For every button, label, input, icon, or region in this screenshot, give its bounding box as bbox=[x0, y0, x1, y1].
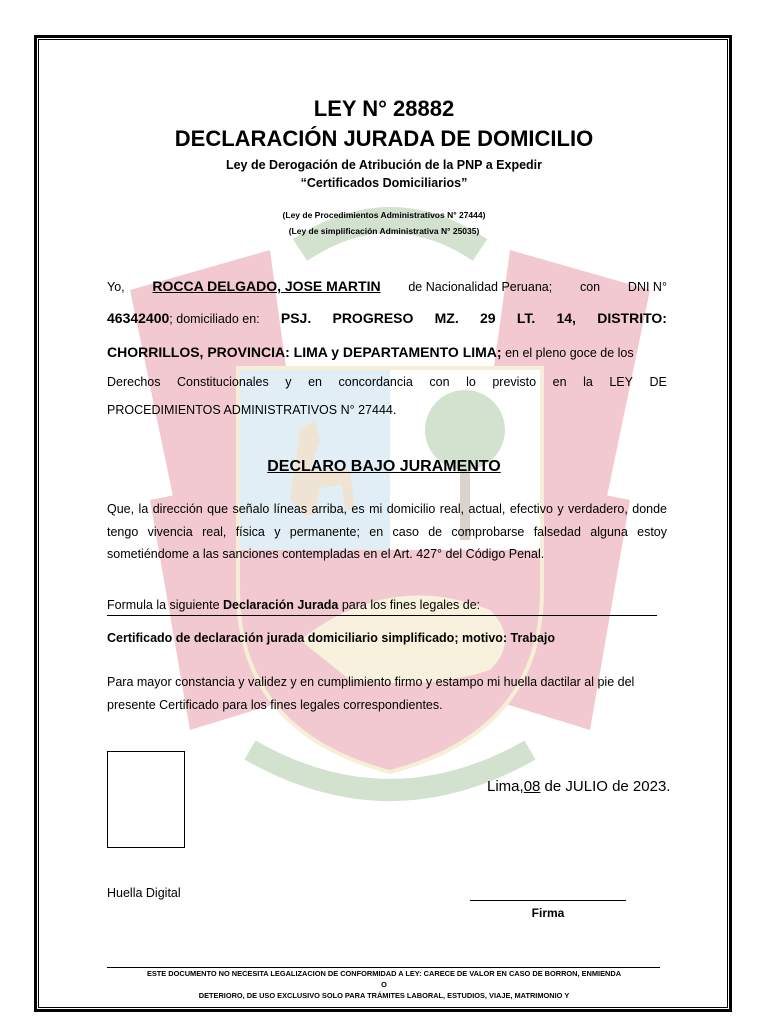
dni-label: DNI N° bbox=[627, 280, 667, 294]
word: en bbox=[308, 375, 322, 389]
declaro-heading: DECLARO BAJO JURAMENTO bbox=[267, 458, 501, 475]
law-number: LEY N° 28882 bbox=[313, 96, 455, 121]
address-location: CHORRILLOS, PROVINCIA: LIMA y DEPARTAMENTO LIMA; bbox=[107, 344, 502, 360]
word: en bbox=[552, 375, 567, 389]
subtitle-line-2: “Certificados Domiciliarios” bbox=[300, 176, 468, 190]
legal-reference-2: (Ley de simplificación Administrativa N° 25035) bbox=[288, 226, 480, 236]
dni-number: 46342400 bbox=[107, 310, 170, 326]
nationality-text: de Nacionalidad Peruana; bbox=[408, 280, 553, 294]
footer-line-3: DETERIORO, DE USO EXCLUSIVO SOLO PARA TRÁMITES LABORAL, ESTUDIOS, VIAJE, MATRIMONIO Y bbox=[198, 991, 570, 1000]
declarant-line-5: PROCEDIMIENTOS ADMINISTRATIVOS N° 27444. bbox=[107, 403, 397, 417]
formula-line bbox=[107, 598, 657, 616]
word: previsto bbox=[492, 375, 537, 389]
address-word: MZ. bbox=[434, 310, 459, 326]
document-title: DECLARACIÓN JURADA DE DOMICILIO bbox=[174, 126, 594, 151]
word: con bbox=[429, 375, 450, 389]
footer-line-1: ESTE DOCUMENTO NO NECESITA LEGALIZACION DE CONFORMIDAD A LEY: CARECE DE VALOR EN CASO DE BORRON, ENMIENDA bbox=[146, 969, 622, 978]
certificate-purpose: Certificado de declaración jurada domiciliario simplificado; motivo: Trabajo bbox=[107, 631, 556, 645]
footer-rule bbox=[107, 967, 660, 968]
legal-reference-1: (Ley de Procedimientos Administrativos N° 27444) bbox=[282, 210, 486, 220]
declarant-line-3 bbox=[107, 344, 667, 360]
yo-text: Yo, bbox=[107, 280, 125, 294]
address-word: 29 bbox=[480, 310, 496, 326]
dni-group bbox=[107, 310, 260, 326]
domiciliado-text: ; domiciliado en: bbox=[169, 312, 260, 326]
signature-line bbox=[470, 900, 626, 901]
declarant-line-1 bbox=[107, 278, 667, 294]
word: Constitucionales bbox=[177, 375, 269, 389]
declarant-name: ROCCA DELGADO, JOSE MARTIN bbox=[152, 278, 381, 294]
word: lo bbox=[466, 375, 476, 389]
address-word: DISTRITO: bbox=[597, 310, 667, 326]
fingerprint-label: Huella Digital bbox=[107, 886, 181, 900]
date-rest: de JULIO de 2023. bbox=[540, 778, 671, 795]
footer-line-2: O bbox=[381, 980, 387, 989]
subtitle-line-1: Ley de Derogación de Atribución de la PNP a Expedir bbox=[225, 158, 543, 172]
word: la bbox=[583, 375, 593, 389]
formula-prefix: Formula la siguiente bbox=[107, 598, 224, 612]
closing-statement: Para mayor constancia y validez y en cumplimiento firmo y estampo mi huella dactilar al pie del presente Certificado para los fines legales correspondientes. bbox=[107, 675, 635, 712]
word: DE bbox=[649, 375, 667, 389]
con-text: con bbox=[579, 280, 601, 294]
formula-suffix: para los fines legales de: bbox=[338, 598, 481, 612]
date-line bbox=[487, 778, 670, 795]
formula-bold: Declaración Jurada bbox=[223, 598, 339, 612]
declarant-line-4 bbox=[107, 375, 667, 389]
address-word: 14, bbox=[556, 310, 576, 326]
signature-label: Firma bbox=[531, 906, 565, 920]
address-word: LT. bbox=[516, 310, 536, 326]
date-day: 08 bbox=[523, 778, 541, 795]
declarant-line-2 bbox=[107, 310, 667, 326]
address-word: PSJ. bbox=[280, 310, 312, 326]
address-word: PROGRESO bbox=[332, 310, 414, 326]
line-3-rest: en el pleno goce de los bbox=[501, 346, 634, 360]
word: concordancia bbox=[338, 375, 413, 389]
word: Derechos bbox=[107, 375, 161, 389]
date-city: Lima, bbox=[487, 778, 524, 795]
fingerprint-box bbox=[107, 751, 185, 848]
residence-statement: Que, la dirección que señalo líneas arriba, es mi domicilio real, actual, efectivo y verdadero, donde tengo vivencia real, física y permanente; en caso de comprobarse falsedad alguna estoy sometiéndome a las sanciones contempladas en el Art. 427° del Código Penal. bbox=[107, 502, 667, 561]
word: y bbox=[285, 375, 292, 389]
word: LEY bbox=[609, 375, 633, 389]
